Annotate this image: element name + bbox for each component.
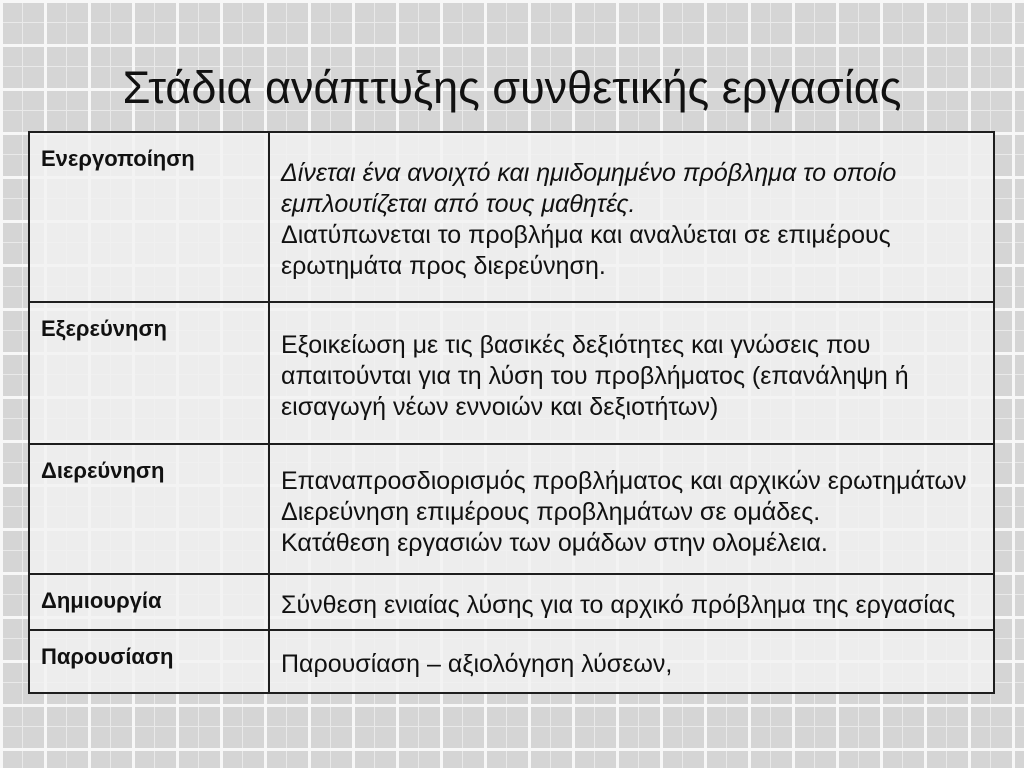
stage-detail-text: Διερεύνηση επιμέρους προβλημάτων σε ομάδες.: [281, 497, 821, 526]
stage-name: Διερεύνηση: [29, 444, 269, 574]
stage-description: [269, 630, 994, 693]
stage-description: [269, 132, 994, 302]
stage-description: [269, 302, 994, 444]
stage-intro-text: Δίνεται ένα ανοιχτό και ημιδομημένο πρόβλημα το οποίο εμπλουτίζεται από τους μαθητές.: [281, 159, 897, 218]
stage-detail-text: Επαναπροσδιορισμός προβλήματος και αρχικών ερωτημάτων: [281, 466, 967, 495]
stage-row-creation: [29, 574, 994, 630]
slide-title: Στάδια ανάπτυξης συνθετικής εργασίας: [122, 62, 902, 113]
stage-row-exploration: [29, 302, 994, 444]
stage-name: Εξερεύνηση: [29, 302, 269, 444]
stage-detail-text: Παρουσίαση – αξιολόγηση λύσεων,: [281, 650, 673, 678]
stage-row-activation: [29, 132, 994, 302]
stage-description: [269, 574, 994, 630]
stage-name: Δημιουργία: [29, 574, 269, 630]
stages-table: [28, 131, 995, 694]
stage-description: [269, 444, 994, 574]
stage-detail-text: Σύνθεση ενιαίας λύσης για το αρχικό πρόβλημα της εργασίας: [281, 590, 956, 619]
stage-row-presentation: [29, 630, 994, 693]
stage-detail-text: Εξοικείωση με τις βασικές δεξιότητες και γνώσεις που απαιτούνται για τη λύση του προβλήματος (επανάληψη ή εισαγωγή νέων εννοιών και δεξιοτήτων): [281, 330, 909, 421]
stage-row-investigation: [29, 444, 994, 574]
stage-name: Παρουσίαση: [29, 630, 269, 693]
stage-detail-text: Διατύπωνεται το προβλήμα και αναλύεται σε επιμέρους ερωτημάτα προς διερεύνηση.: [281, 221, 891, 280]
stages-table-body: [29, 132, 994, 693]
stage-name: Ενεργοποίηση: [29, 132, 269, 302]
stage-detail-text: Κατάθεση εργασιών των ομάδων στην ολομέλεια.: [281, 528, 828, 557]
